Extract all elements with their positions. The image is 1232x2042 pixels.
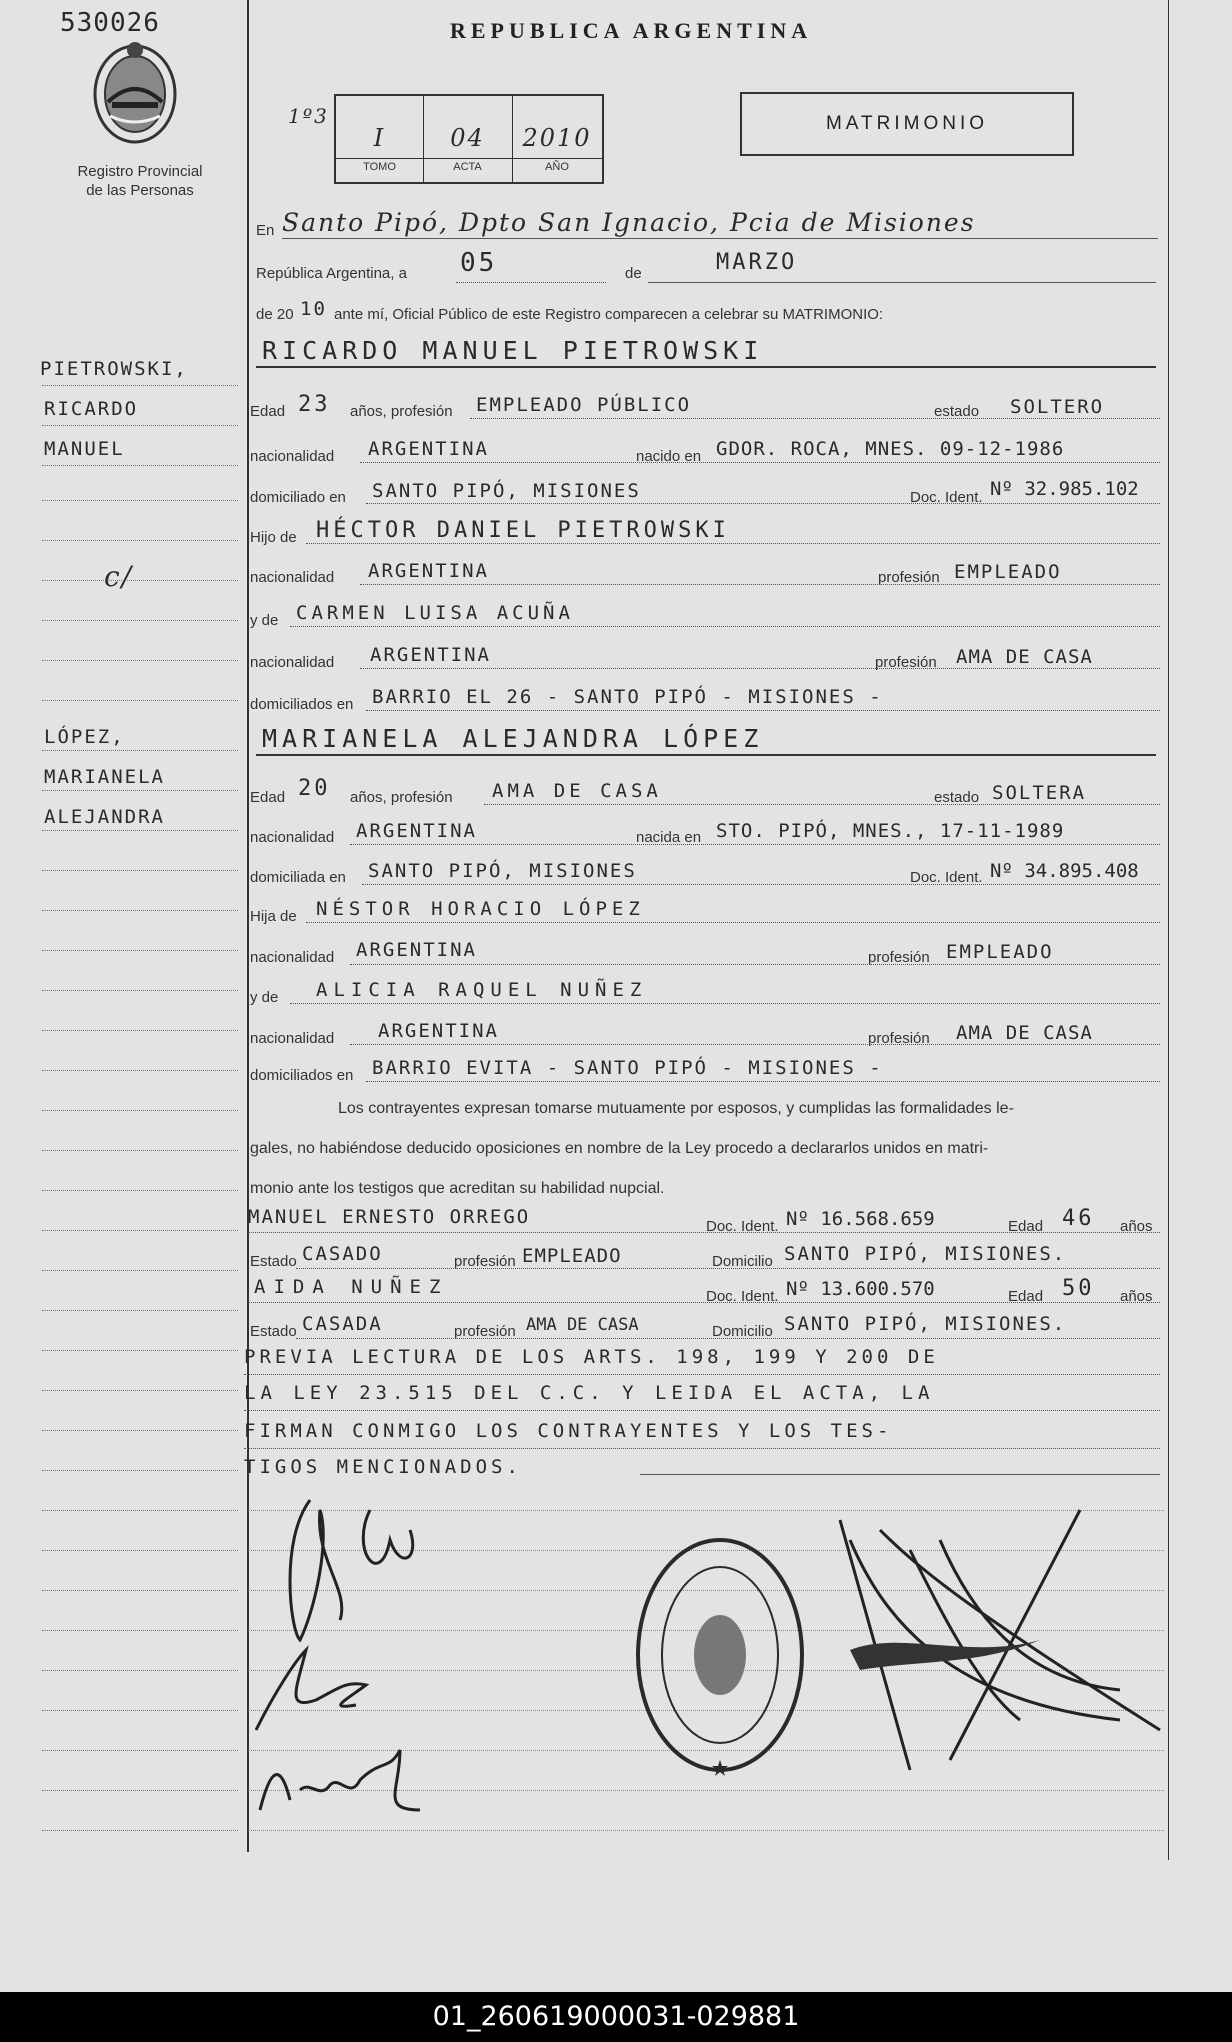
groom-father-nationality: ARGENTINA [368, 560, 489, 582]
bride-mother-nac-label: nacionalidad [250, 1030, 335, 1047]
margin-bride-line-1: LÓPEZ, [44, 726, 125, 748]
bride-estado-label: estado [934, 789, 980, 806]
declaration-line-2: gales, no habiéndose deducido oposiciones en nombre de la Ley procedo a declararlos unidos en matri- [250, 1140, 989, 1157]
margin-groom-line-2: RICARDO [44, 398, 139, 420]
signature-witness-2 [250, 1730, 450, 1830]
groom-hijo-label: Hijo de [250, 529, 297, 546]
groom-yde-label: y de [250, 612, 279, 629]
witness-2-estado-label: Estado [250, 1323, 297, 1340]
witness-2-dom-label: Domicilio [712, 1323, 773, 1340]
groom-domicile: SANTO PIPÓ, MISIONES [372, 480, 641, 502]
register-mark: 1º3 [288, 104, 329, 128]
anio-value: 2010 [522, 124, 592, 152]
bride-estado: SOLTERA [992, 782, 1087, 804]
bride-profession: AMA DE CASA [492, 780, 662, 802]
margin-groom-line-1: PIETROWSKI, [40, 358, 188, 380]
witness-2-prof-label: profesión [454, 1323, 516, 1340]
bride-domicile: SANTO PIPÓ, MISIONES [368, 860, 637, 882]
groom-doc-label: Doc. Ident. [910, 489, 983, 506]
witness-1-doc-label: Doc. Ident. [706, 1218, 779, 1235]
groom-age: 23 [298, 392, 331, 417]
closing-line-4: TIGOS MENCIONADOS. [244, 1456, 522, 1478]
margin-divider [247, 0, 249, 1852]
witness-2-edad-label: Edad [1008, 1288, 1044, 1305]
bride-nac-label: nacionalidad [250, 829, 335, 846]
registry-seal [630, 1530, 810, 1780]
de-label: de [625, 265, 642, 282]
bride-full-name: MARIANELA ALEJANDRA LÓPEZ [262, 724, 764, 753]
witness-1-prof-label: profesión [454, 1253, 516, 1270]
witness-2-anos-label: años [1120, 1288, 1153, 1305]
scan-filename-bar [0, 1992, 1232, 2042]
margin-connector: c/ [104, 560, 134, 593]
scan-filename: 01_260619000031-029881 [432, 2001, 800, 2032]
register-box [334, 94, 604, 184]
groom-mother-nationality: ARGENTINA [370, 644, 491, 666]
bride-nationality: ARGENTINA [356, 820, 477, 842]
year-suffix: 10 [300, 298, 327, 320]
margin-groom-line-3: MANUEL [44, 438, 125, 460]
signature-groom [270, 1480, 470, 1650]
bride-parents-domicile: BARRIO EVITA - SANTO PIPÓ - MISIONES - [372, 1057, 883, 1079]
groom-birth: GDOR. ROCA, MNES. 09-12-1986 [716, 438, 1065, 460]
signature-official [820, 1490, 1180, 1790]
page-title: REPUBLICA ARGENTINA [450, 18, 813, 43]
groom-mother-profession: AMA DE CASA [956, 646, 1093, 668]
witness-1-estado: CASADO [302, 1243, 383, 1265]
groom-father: HÉCTOR DANIEL PIETROWSKI [316, 518, 730, 543]
acta-value: 04 [450, 124, 485, 152]
bride-doc-label: Doc. Ident. [910, 869, 983, 886]
witness-1-doc: Nº 16.568.659 [786, 1208, 935, 1230]
witness-2-age: 50 [1062, 1276, 1095, 1301]
groom-prof-label: años, profesión [350, 403, 453, 420]
statement-text: ante mí, Oficial Público de este Registro comparecen a celebrar su MATRIMONIO: [334, 306, 884, 323]
bride-hija-label: Hija de [250, 908, 297, 925]
registry-label: Registro Provincial de las Personas [77, 163, 203, 199]
groom-edad-label: Edad [250, 403, 286, 420]
anio-label: AÑO [545, 161, 569, 173]
witness-2-profession: AMA DE CASA [526, 1315, 639, 1335]
bride-yde-label: y de [250, 989, 279, 1006]
groom-parents-dom-label: domiciliados en [250, 696, 354, 713]
witness-2-doc-label: Doc. Ident. [706, 1288, 779, 1305]
closing-line-2: LA LEY 23.515 DEL C.C. Y LEIDA EL ACTA, LA [244, 1382, 935, 1404]
declaration-line-1: Los contrayentes expresan tomarse mutuamente por esposos, y cumplidas las formalidades le- [338, 1100, 1014, 1117]
republic-label: República Argentina, a [256, 265, 407, 282]
bride-father-nationality: ARGENTINA [356, 939, 477, 961]
groom-mother-prof-label: profesión [875, 654, 937, 671]
groom-nac-label: nacionalidad [250, 448, 335, 465]
witness-1-dom-label: Domicilio [712, 1253, 773, 1270]
acta-label: ACTA [453, 161, 482, 173]
bride-father-prof-label: profesión [868, 949, 930, 966]
closing-line-1: PREVIA LECTURA DE LOS ARTS. 198, 199 Y 200 DE [244, 1346, 939, 1368]
bride-mother-profession: AMA DE CASA [956, 1022, 1093, 1044]
groom-father-prof-label: profesión [878, 569, 940, 586]
groom-parents-domicile: BARRIO EL 26 - SANTO PIPÓ - MISIONES - [372, 686, 883, 708]
document-type-box: MATRIMONIO [740, 92, 1074, 156]
witness-1-age: 46 [1062, 1206, 1095, 1231]
witness-1-domicile: SANTO PIPÓ, MISIONES. [784, 1243, 1067, 1265]
witness-2-name: AIDA NUÑEZ [254, 1276, 449, 1298]
groom-nacido-label: nacido en [636, 448, 702, 465]
declaration-line-3: monio ante los testigos que acreditan su habilidad nupcial. [250, 1180, 665, 1197]
groom-profession: EMPLEADO PÚBLICO [476, 394, 692, 416]
witness-1-anos-label: años [1120, 1218, 1153, 1235]
groom-mother: CARMEN LUISA ACUÑA [296, 602, 574, 624]
en-label: En [256, 222, 275, 239]
witness-2-estado: CASADA [302, 1313, 383, 1335]
bride-mother-prof-label: profesión [868, 1030, 930, 1047]
bride-mother: ALICIA RAQUEL NUÑEZ [316, 979, 648, 1001]
groom-dom-label: domiciliado en [250, 489, 346, 506]
bride-parents-dom-label: domiciliados en [250, 1067, 354, 1084]
bride-mother-nationality: ARGENTINA [378, 1020, 499, 1042]
margin-bride-line-2: MARIANELA [44, 766, 165, 788]
groom-estado-label: estado [934, 403, 980, 420]
closing-line-3: FIRMAN CONMIGO LOS CONTRAYENTES Y LOS TES- [244, 1420, 893, 1442]
bride-father-profession: EMPLEADO [946, 941, 1054, 963]
celebration-month: MARZO [716, 250, 798, 275]
groom-doc: Nº 32.985.102 [990, 478, 1139, 500]
provincial-emblem-icon [86, 36, 184, 148]
corner-number: 530026 [60, 8, 160, 38]
groom-estado: SOLTERO [1010, 396, 1105, 418]
year-prefix: de 20 [256, 306, 294, 323]
witness-1-estado-label: Estado [250, 1253, 297, 1270]
bride-nacida-label: nacida en [636, 829, 702, 846]
signature-witness-1 [236, 1640, 396, 1740]
bride-doc: Nº 34.895.408 [990, 860, 1139, 882]
celebration-day: 05 [460, 248, 498, 278]
bride-father: NÉSTOR HORACIO LÓPEZ [316, 898, 645, 920]
bride-dom-label: domiciliada en [250, 869, 346, 886]
groom-mother-nac-label: nacionalidad [250, 654, 335, 671]
witness-1-profession: EMPLEADO [522, 1245, 622, 1267]
groom-full-name: RICARDO MANUEL PIETROWSKI [262, 336, 764, 365]
witness-2-domicile: SANTO PIPÓ, MISIONES. [784, 1313, 1067, 1335]
margin-bride-line-3: ALEJANDRA [44, 806, 165, 828]
tomo-label: TOMO [363, 161, 396, 173]
bride-edad-label: Edad [250, 789, 286, 806]
witness-1-edad-label: Edad [1008, 1218, 1044, 1235]
tomo-value: I [373, 124, 386, 152]
groom-father-profession: EMPLEADO [954, 561, 1062, 583]
witness-1-name: MANUEL ERNESTO ORREGO [248, 1206, 531, 1228]
bride-prof-label: años, profesión [350, 789, 453, 806]
bride-age: 20 [298, 776, 331, 801]
groom-nationality: ARGENTINA [368, 438, 489, 460]
celebration-place: Santo Pipó, Dpto San Ignacio, Pcia de Misiones [282, 208, 976, 237]
bride-father-nac-label: nacionalidad [250, 949, 335, 966]
witness-2-doc: Nº 13.600.570 [786, 1278, 935, 1300]
bride-birth: STO. PIPÓ, MNES., 17-11-1989 [716, 820, 1065, 842]
groom-father-nac-label: nacionalidad [250, 569, 335, 586]
